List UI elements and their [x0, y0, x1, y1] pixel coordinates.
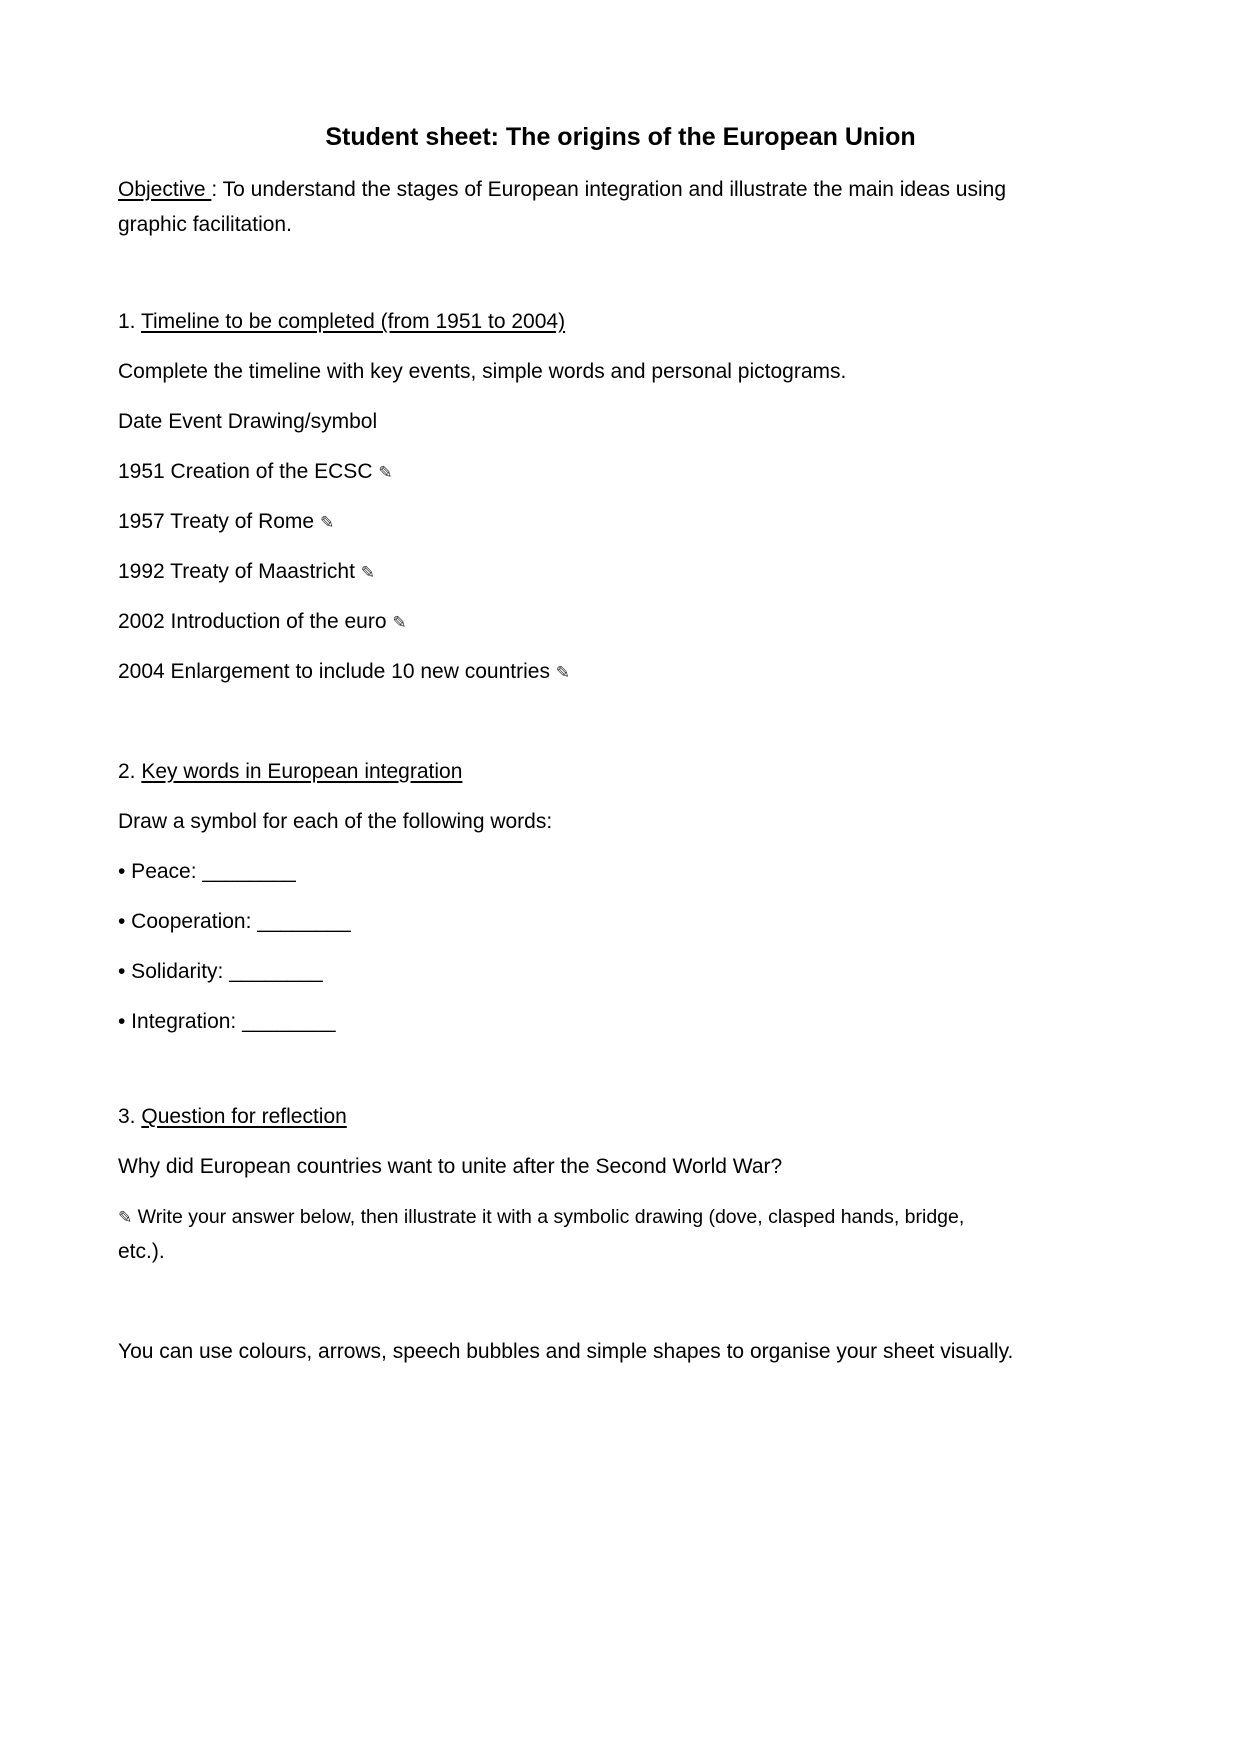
pencil-icon: ✎ — [319, 513, 335, 533]
section3-title: Question for reflection — [141, 1105, 347, 1128]
section2-title: Key words in European integration — [141, 760, 463, 783]
pencil-icon: ✎ — [555, 663, 571, 683]
reflection-instruction-text: Write your answer below, then illustrate it with a symbolic drawing (dove, clasped hands, bridge, — [132, 1206, 965, 1228]
objective-line-2: graphic facilitation. — [118, 213, 292, 236]
event-text: 2002 Introduction of the euro — [118, 610, 387, 633]
section2-heading — [118, 758, 462, 786]
section2-instruction: Draw a symbol for each of the following words: — [118, 810, 553, 833]
section1-title: Timeline to be completed (from 1951 to 2004) — [140, 310, 566, 333]
event-text: 1992 Treaty of Maastricht — [118, 560, 355, 583]
pencil-icon: ✎ — [360, 563, 376, 583]
timeline-event — [118, 608, 407, 637]
objective-label: Objective — [118, 178, 212, 201]
timeline-event — [118, 558, 375, 587]
section1-number: 1. — [118, 310, 141, 333]
objective-text: : To understand the stages of European integration and illustrate the main ideas using — [211, 178, 1007, 201]
keyword-item: • Cooperation: ________ — [118, 910, 351, 933]
reflection-instruction-line-2: etc.). — [118, 1240, 165, 1263]
section2-number: 2. — [118, 760, 142, 783]
reflection-instruction — [118, 1203, 964, 1232]
event-text: 2004 Enlargement to include 10 new countries — [118, 660, 550, 683]
event-text: 1951 Creation of the ECSC — [118, 460, 373, 483]
timeline-columns: Date Event Drawing/symbol — [118, 410, 378, 433]
event-text: 1957 Treaty of Rome — [118, 510, 315, 533]
reflection-question: Why did European countries want to unite after the Second World War? — [118, 1155, 783, 1178]
section1-heading — [118, 308, 565, 336]
timeline-event — [118, 458, 393, 487]
objective-line — [118, 176, 1006, 204]
keyword-item: • Peace: ________ — [118, 860, 296, 883]
keyword-item: • Integration: ________ — [118, 1010, 336, 1033]
pencil-icon: ✎ — [118, 1208, 133, 1228]
page-title: Student sheet: The origins of the European Union — [325, 123, 916, 151]
pencil-icon: ✎ — [392, 613, 407, 633]
timeline-event — [118, 658, 570, 687]
keyword-item: • Solidarity: ________ — [118, 960, 323, 983]
footer-note: You can use colours, arrows, speech bubbles and simple shapes to organise your sheet visually. — [118, 1340, 1014, 1363]
section3-heading — [118, 1103, 347, 1131]
section3-number: 3. — [118, 1105, 142, 1128]
timeline-event — [118, 508, 334, 537]
pencil-icon: ✎ — [378, 463, 393, 483]
section1-instruction: Complete the timeline with key events, simple words and personal pictograms. — [118, 360, 847, 383]
